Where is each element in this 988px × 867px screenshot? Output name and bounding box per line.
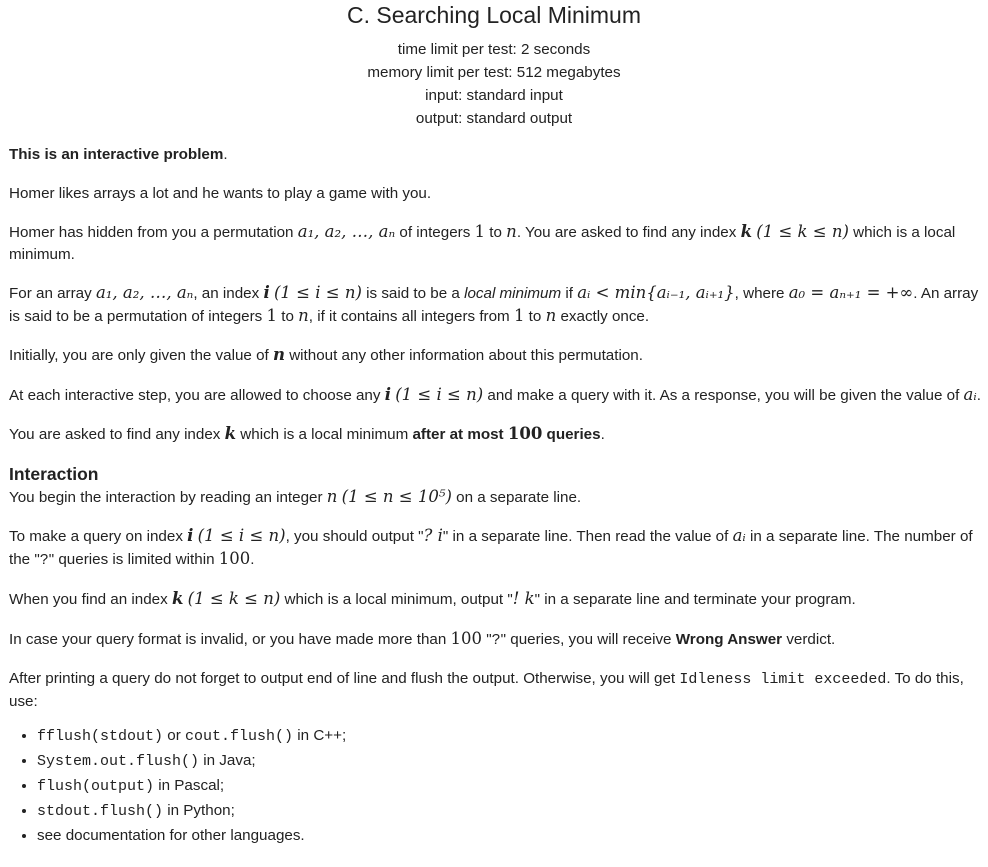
- problem-statement: [9, 144, 984, 848]
- paragraph-local-minimum-definition: For an array a₁, a₂, …, aₙ, an index i (1 ≤ i ≤ n) is said to be a local minimum if aᵢ < min{aᵢ₋₁, aᵢ₊₁}, where a₀ = aₙ₊₁ = +∞. An array is said to be a permutation of integers 1 to n, if it contains all integers from 1 to n exactly once.: [9, 283, 979, 325]
- time-limit: time limit per test: 2 seconds: [397, 41, 591, 58]
- list-item: • fflush(stdout) or cout.flush() in C++;: [37, 724, 984, 749]
- problem-header: [0, 0, 988, 130]
- paragraph-invalid-query: In case your query format is invalid, or you have made more than 100 "?" queries, you will receive Wrong Answer verdict.: [9, 628, 836, 649]
- interaction-heading: Interaction: [9, 463, 99, 484]
- list-item: • flush(output) in Pascal;: [37, 774, 984, 799]
- paragraph-query-format: To make a query on index i (1 ≤ i ≤ n), you should output "? i" in a separate line. Then read the value of aᵢ in a separate line. The number of the "?" queries is limited within 100.: [9, 526, 973, 569]
- list-item: • stdout.flush() in Python;: [37, 799, 984, 824]
- paragraph-hidden-permutation: Homer has hidden from you a permutation a₁, a₂, …, aₙ of integers 1 to n. You are asked to find any index k (1 ≤ k ≤ n) which is a local minimum.: [9, 222, 956, 263]
- paragraph-answer-format: When you find an index k (1 ≤ k ≤ n) which is a local minimum, output "! k" in a separate line and terminate your program.: [9, 589, 856, 608]
- paragraph-initially: Initially, you are only given the value of n without any other information about this permutation.: [9, 345, 643, 364]
- paragraph-interactive-step: At each interactive step, you are allowed to choose any i (1 ≤ i ≤ n) and make a query with it. As a response, you will be given the value of aᵢ.: [9, 384, 981, 404]
- input-spec: input: standard input: [425, 87, 563, 104]
- paragraph-begin-interaction: You begin the interaction by reading an integer n (1 ≤ n ≤ 10⁵) on a separate line.: [9, 486, 582, 506]
- output-spec: output: standard output: [415, 110, 573, 127]
- interactive-note: This is an interactive problem.: [9, 146, 228, 163]
- list-item: • see documentation for other languages.: [37, 824, 984, 848]
- paragraph-flush-output: After printing a query do not forget to output end of line and flush the output. Otherwise, you will get Idleness limit exceeded. To do this, use:: [9, 670, 964, 710]
- problem-title: C. Searching Local Minimum: [346, 2, 641, 28]
- flush-methods-list: [9, 724, 984, 848]
- memory-limit: memory limit per test: 512 megabytes: [367, 64, 621, 81]
- paragraph-find-local-minimum: You are asked to find any index k which is a local minimum after at most 100 queries.: [9, 424, 605, 443]
- list-item: • System.out.flush() in Java;: [37, 749, 984, 774]
- paragraph-homer-likes: Homer likes arrays a lot and he wants to play a game with you.: [9, 184, 432, 202]
